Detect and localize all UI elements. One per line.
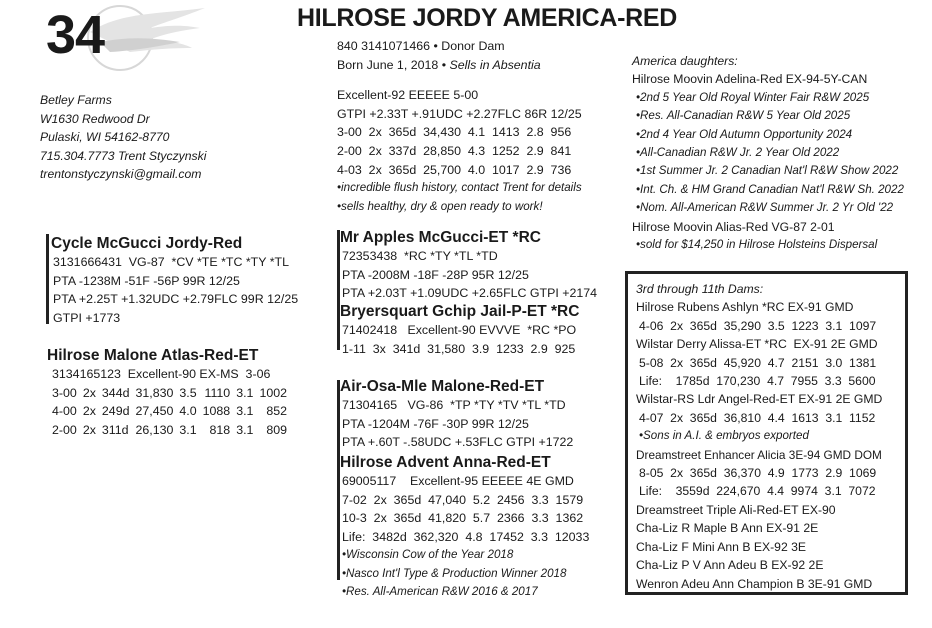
daughter-note: •1st Summer Jr. 2 Canadian Nat'l R&W Show 2022	[636, 164, 899, 178]
dam-sire-line: 71304165 VG-86 *TP *TY *TV *TL *TD	[342, 398, 566, 412]
record-milking: 2x	[82, 385, 96, 400]
dam-block	[47, 346, 317, 439]
daughter-name: Hilrose Moovin Adelina-Red EX-94-5Y-CAN	[632, 72, 868, 87]
sire-sire-line: 72353438 *RC *TY *TL *TD	[342, 249, 498, 263]
sire-dam-line: 71402418 Excellent-90 EVVVE *RC *PO	[342, 323, 577, 337]
dam-dam-block	[340, 453, 625, 602]
animal-record: 2-00 2x 337d 28,850 4.3 1252 2.9 841	[337, 143, 572, 158]
dam-records	[52, 384, 287, 440]
page-title: HILROSE JORDY AMERICA-RED	[297, 4, 678, 32]
dams-box-line: Life: 1785d 170,230 4.7 7955 3.3 5600	[639, 374, 876, 389]
dams-box-line: Cha-Liz P V Ann Adeu B EX-92 2E	[636, 558, 824, 573]
record-fat: 1088	[202, 404, 231, 419]
animal-record: 3-00 2x 365d 34,430 4.1 1413 2.8 956	[337, 125, 572, 140]
dam-dam-line: 10-3 2x 365d 41,820 5.7 2366 3.3 1362	[342, 511, 584, 526]
daughter-note: •All-Canadian R&W Jr. 2 Year Old 2022	[636, 146, 840, 160]
daughter-note: •2nd 5 Year Old Royal Winter Fair R&W 2025	[636, 90, 870, 104]
record-days: 249d	[101, 404, 130, 419]
dam-dam-name: Hilrose Advent Anna-Red-ET	[340, 454, 551, 471]
dams-box-line: Hilrose Rubens Ashlyn *RC EX-91 GMD	[636, 300, 854, 315]
record-age: 2-00	[52, 422, 77, 437]
dams-box-line: 4-07 2x 365d 36,810 4.4 1613 3.1 1152	[639, 410, 876, 425]
animal-record: 4-03 2x 365d 25,700 4.0 1017 2.9 736	[337, 162, 572, 177]
dams-box-line: Wilstar-RS Ldr Angel-Red-ET EX-91 2E GMD	[636, 392, 883, 407]
animal-born-row: Born June 1, 2018 • Sells in Absentia	[337, 57, 541, 72]
daughter-note: •Res. All-Canadian R&W 5 Year Old 2025	[636, 109, 851, 123]
record-milking: 2x	[82, 404, 96, 419]
record-fat: 818	[209, 422, 231, 437]
dam-dam-line: 69005117 Excellent-95 EEEEE 4E GMD	[342, 474, 574, 488]
daughters-block	[632, 52, 922, 254]
dam-sire-block	[340, 377, 620, 452]
sire-line: PTA +2.25T +1.32UDC +2.79FLC 99R 12/25	[53, 292, 299, 307]
dam-dam-note: •Nasco Int'l Type & Production Winner 2018	[342, 566, 567, 580]
animal-info	[337, 37, 617, 216]
record-fat-pct: 3.5	[179, 385, 197, 400]
record-protein: 852	[266, 404, 288, 419]
lot-number: 34	[46, 5, 105, 65]
dam-record-row	[52, 402, 287, 421]
sire-dam-line: 1-11 3x 341d 31,580 3.9 1233 2.9 925	[342, 341, 576, 356]
dams-box	[625, 271, 908, 595]
record-days: 344d	[101, 385, 130, 400]
dam-name: Hilrose Malone Atlas-Red-ET	[47, 347, 259, 364]
dam-sire-line: PTA -1204M -76F -30P 99R 12/25	[342, 416, 529, 431]
record-fat: 1110	[204, 385, 231, 400]
consignor-phone: 715.304.7773 Trent Styczynski	[40, 148, 207, 163]
dams-box-line: Dreamstreet Enhancer Alicia 3E-94 GMD DOM	[636, 447, 882, 462]
daughter-note: •2nd 4 Year Old Autumn Opportunity 2024	[636, 127, 853, 141]
consignor-address: W1630 Redwood Dr	[40, 111, 150, 126]
dams-box-heading: 3rd through 11th Dams:	[636, 282, 764, 296]
dams-box-line: 5-08 2x 365d 45,920 4.7 2151 3.0 1381	[639, 355, 877, 370]
record-protein-pct: 3.1	[236, 404, 254, 419]
sire-block	[46, 234, 309, 324]
record-age: 4-00	[52, 404, 77, 419]
dams-box-line: •Sons in A.I. & embryos exported	[639, 429, 809, 443]
dam-dam-note: •Wisconsin Cow of the Year 2018	[342, 548, 514, 562]
dams-box-line: Life: 3559d 224,670 4.4 9974 3.1 7072	[639, 484, 876, 499]
dams-box-line: Cha-Liz R Maple B Ann EX-91 2E	[636, 521, 819, 536]
daughter-note: •Int. Ch. & HM Grand Canadian Nat'l R&W Sh. 2022	[636, 182, 904, 196]
record-protein: 1002	[259, 385, 288, 400]
dams-box-line: 8-05 2x 365d 36,370 4.9 1773 2.9 1069	[639, 466, 877, 481]
sire-line: GTPI +1773	[53, 310, 121, 325]
sire-line: PTA -1238M -51F -56P 99R 12/25	[53, 273, 240, 288]
dams-box-line: Dreamstreet Triple Ali-Red-ET EX-90	[636, 502, 836, 517]
consignor-city: Pulaski, WI 54162-8770	[40, 130, 170, 145]
dam-sire-name: Air-Osa-Mle Malone-Red-ET	[340, 378, 545, 395]
sire-line: 3131666431 VG-87 *CV *TE *TC *TY *TL	[53, 255, 290, 269]
dams-box-line: 4-06 2x 365d 35,290 3.5 1223 3.1 1097	[639, 318, 877, 333]
record-fat-pct: 3.1	[179, 422, 197, 437]
sire-sire-block	[340, 228, 620, 303]
dam-dam-line: 7-02 2x 365d 47,040 5.2 2456 3.3 1579	[342, 492, 584, 507]
record-age: 3-00	[52, 385, 77, 400]
record-milk: 31,830	[135, 385, 174, 400]
sire-name: Cycle McGucci Jordy-Red	[51, 235, 243, 252]
animal-classification: Excellent-92 EEEEE 5-00	[337, 88, 479, 103]
record-protein: 809	[266, 422, 288, 437]
consignor-block	[40, 91, 206, 184]
record-milk: 26,130	[135, 422, 174, 437]
dam-record-row	[52, 421, 287, 440]
dam-dam-line: Life: 3482d 362,320 4.8 17452 3.3 12033	[342, 529, 590, 544]
animal-id-line: 840 3141071466 • Donor Dam	[337, 39, 505, 53]
dams-box-line: Wilstar Derry Alissa-ET *RC EX-91 2E GMD	[636, 337, 878, 352]
daughter-name: Hilrose Moovin Alias-Red VG-87 2-01	[632, 219, 835, 234]
dams-box-line: Wenron Adeu Ann Champion B 3E-91 GMD	[636, 576, 873, 591]
record-milking: 2x	[82, 422, 96, 437]
dam-line: 3134165123 Excellent-90 EX-MS 3-06	[52, 367, 271, 381]
dams-box-line: Cha-Liz F Mini Ann B EX-92 3E	[636, 539, 807, 554]
record-milk: 27,450	[135, 404, 174, 419]
dam-sire-line: PTA +.60T -.58UDC +.53FLC GTPI +1722	[342, 435, 574, 450]
daughter-note: •Nom. All-American R&W Summer Jr. 2 Yr Old '22	[636, 201, 894, 215]
dam-dam-note: •Res. All-American R&W 2016 & 2017	[342, 585, 538, 599]
daughters-heading: America daughters:	[632, 54, 738, 68]
animal-genomics: GTPI +2.33T +.91UDC +2.27FLC 86R 12/25	[337, 106, 582, 121]
record-fat-pct: 4.0	[179, 404, 197, 419]
daughter-note: •sold for $14,250 in Hilrose Holsteins Dispersal	[636, 238, 878, 252]
animal-note: •incredible flush history, contact Trent for details	[337, 181, 582, 195]
animal-born: Born June 1, 2018	[337, 57, 439, 72]
animal-born-note: Sells in Absentia	[449, 57, 541, 72]
sire-dam-name: Bryersquart Gchip Jail-P-ET *RC	[340, 303, 580, 320]
consignor-farm: Betley Farms	[40, 93, 112, 107]
record-protein-pct: 3.1	[236, 385, 254, 400]
sire-dam-block	[340, 302, 620, 358]
sire-sire-line: PTA -2008M -18F -28P 95R 12/25	[342, 267, 529, 282]
dam-record-row	[52, 384, 287, 403]
sire-sire-name: Mr Apples McGucci-ET *RC	[340, 229, 541, 246]
sire-sire-line: PTA +2.03T +1.09UDC +2.65FLC GTPI +2174	[342, 286, 598, 301]
consignor-email: trentonstyczynski@gmail.com	[40, 167, 202, 182]
record-protein-pct: 3.1	[236, 422, 254, 437]
animal-note: •sells healthy, dry & open ready to work!	[337, 199, 543, 213]
record-days: 311d	[101, 422, 129, 437]
